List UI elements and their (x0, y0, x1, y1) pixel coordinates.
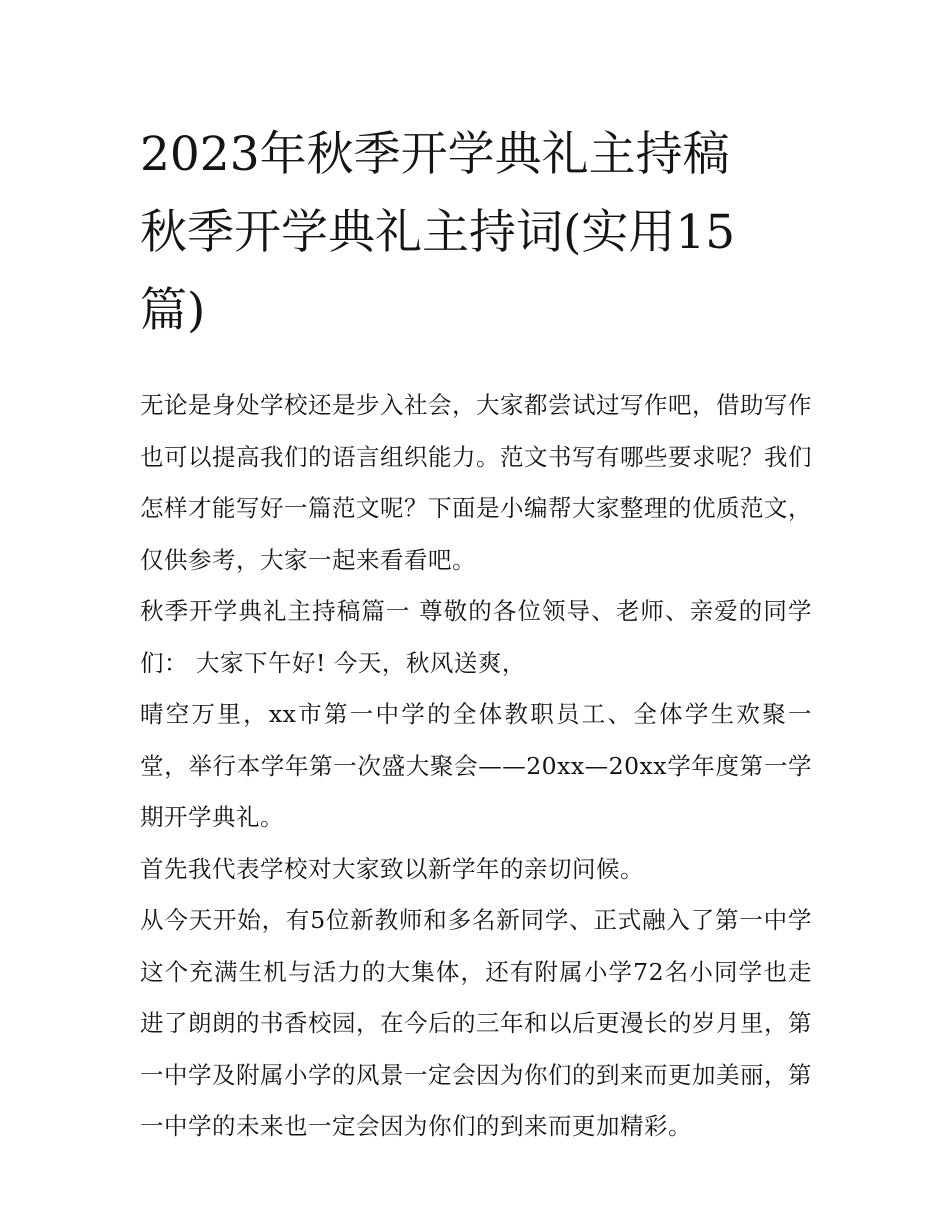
title-line: 2023年秋季开学典礼主持稿 (140, 127, 730, 182)
intro-paragraph: 无论是身处学校还是步入社会，大家都尝试过写作吧，借助写作也可以提高我们的语言组织能力。范文书写有哪些要求呢？我们怎样才能写好一篇范文呢？下面是小编帮大家整理的优质范文，仅供参考，大家一起来看看吧。 (140, 391, 812, 574)
document-body (140, 380, 812, 1153)
greeting-paragraph: 秋季开学典礼主持稿篇一 尊敬的各位领导、老师、亲爱的同学们： 大家下午好! 今天，秋风送爽， (140, 597, 812, 677)
title-line: 秋季开学典礼主持词(实用15 (140, 205, 736, 260)
document-page (140, 116, 812, 1153)
welcome-paragraph: 从今天开始，有5位新教师和多名新同学、正式融入了第一中学这个充满生机与活力的大集体，还有附属小学72名小同学也走进了朗朗的书香校园，在今后的三年和以后更漫长的岁月里，第一中学及附属小学的风景一定会因为你们的到来而更加美丽，第一中学的未来也一定会因为你们的到来而更加精彩。 (140, 906, 812, 1140)
document-title (140, 116, 812, 350)
opening-paragraph: 晴空万里，xx市第一中学的全体教职员工、全体学生欢聚一堂，举行本学年第一次盛大聚会——20xx—20xx学年度第一学期开学典礼。 (140, 700, 812, 831)
greeting-regards-paragraph: 首先我代表学校对大家致以新学年的亲切问候。 (140, 854, 644, 883)
title-line: 篇) (140, 283, 206, 338)
